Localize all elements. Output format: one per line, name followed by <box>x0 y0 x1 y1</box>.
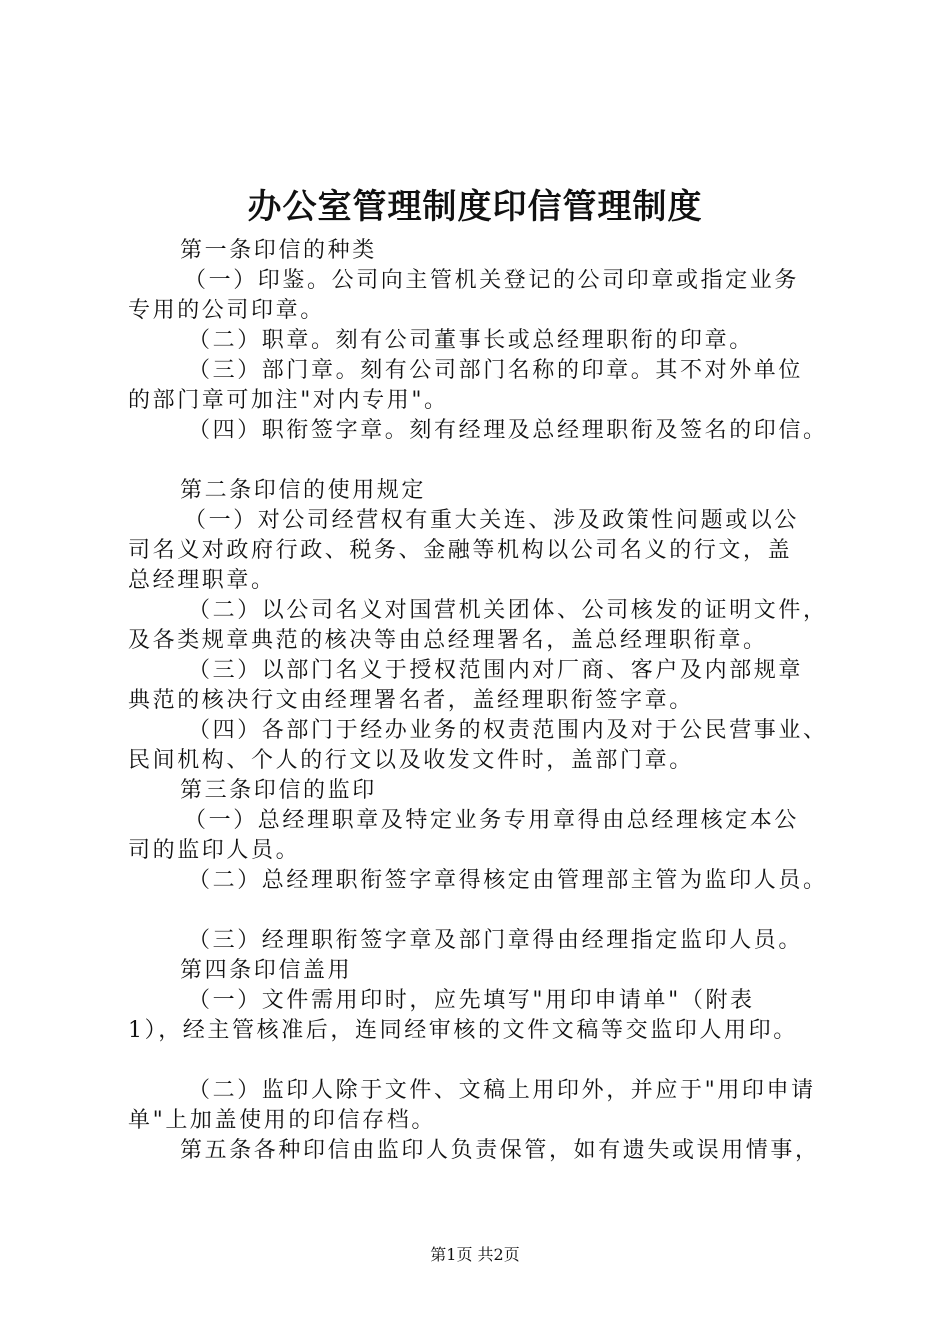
body-text-line: （二）监印人除于文件、文稿上用印外，并应于"用印申请 <box>188 1078 816 1103</box>
body-text-line: （二）以公司名义对国营机关团体、公司核发的证明文件， <box>188 598 828 623</box>
body-text-line: （四）各部门于经办业务的权责范围内及对于公民营事业、 <box>188 718 828 743</box>
body-text-line: 司的监印人员。 <box>128 838 301 863</box>
body-text-line: 单"上加盖使用的印信存档。 <box>128 1108 436 1133</box>
blank-line <box>128 896 848 926</box>
body-text-line: 总经理职章。 <box>128 568 276 593</box>
body-text-line: （一）总经理职章及特定业务专用章得由总经理核定本公 <box>184 808 800 833</box>
body-text-line: （一）文件需用印时，应先填写"用印申请单"（附表 <box>188 988 755 1013</box>
blank-line <box>128 1046 848 1076</box>
article-heading: 第四条印信盖用 <box>180 958 353 983</box>
article-heading: 第三条印信的监印 <box>180 778 377 803</box>
document-title: 办公室管理制度印信管理制度 <box>247 187 703 227</box>
page-footer: 第1页 共2页 <box>430 1245 520 1264</box>
body-text-line: （四）职衔签字章。刻有经理及总经理职衔及签名的印信。 <box>188 418 828 443</box>
document-body <box>128 236 848 1166</box>
body-text-line: 及各类规章典范的核决等由总经理署名，盖总经理职衔章。 <box>128 628 768 653</box>
article-heading: 第一条印信的种类 <box>180 238 377 263</box>
body-text-line: （三）经理职衔签字章及部门章得由经理指定监印人员。 <box>188 928 804 953</box>
body-text-line: 典范的核决行文由经理署名者，盖经理职衔签字章。 <box>128 688 694 713</box>
body-text-line: 第五条各种印信由监印人负责保管，如有遗失或误用情事， <box>180 1138 820 1163</box>
blank-line <box>128 446 848 476</box>
body-text-line: 专用的公司印章。 <box>128 298 325 323</box>
body-text-line: 民间机构、个人的行文以及收发文件时，盖部门章。 <box>128 748 694 773</box>
body-text-line: （三）部门章。刻有公司部门名称的印章。其不对外单位 <box>188 358 804 383</box>
body-text-line: 司名义对政府行政、税务、金融等机构以公司名义的行文，盖 <box>128 538 793 563</box>
body-text-line: 1），经主管核准后，连同经审核的文件文稿等交监印人用印。 <box>128 1018 798 1043</box>
body-text-line: 的部门章可加注"对内专用"。 <box>128 388 449 413</box>
body-text-line: （一）对公司经营权有重大关连、涉及政策性问题或以公 <box>184 508 800 533</box>
body-text-line: （一）印鉴。公司向主管机关登记的公司印章或指定业务 <box>184 268 800 293</box>
body-text-line: （二）总经理职衔签字章得核定由管理部主管为监印人员。 <box>188 868 828 893</box>
body-text-line: （三）以部门名义于授权范围内对厂商、客户及内部规章 <box>188 658 804 683</box>
article-heading: 第二条印信的使用规定 <box>180 478 427 503</box>
body-text-line: （二）职章。刻有公司董事长或总经理职衔的印章。 <box>188 328 754 353</box>
